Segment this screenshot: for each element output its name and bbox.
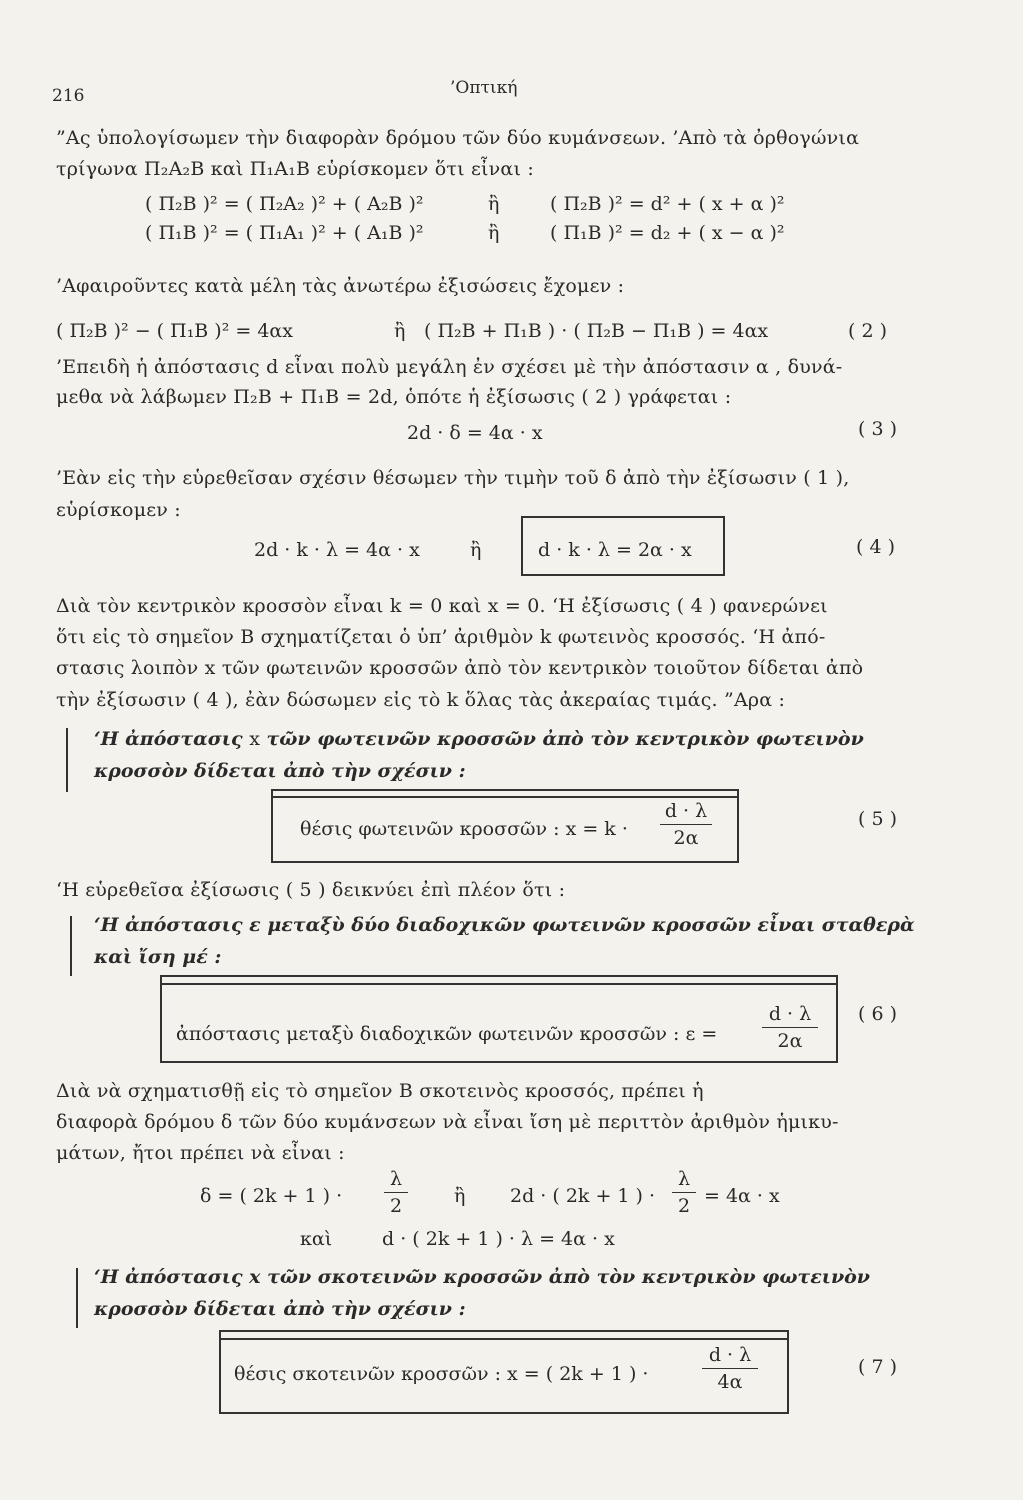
- fraction: [384, 1168, 408, 1217]
- equation: 2d · δ = 4α · x: [407, 422, 543, 444]
- equation: d · ( 2k + 1 ) · λ = 4α · x: [382, 1228, 615, 1250]
- equation: 2d · ( 2k + 1 ) ·: [510, 1185, 656, 1207]
- paragraph-line: διαφορὰ δρόμου δ τῶν δύο κυμάνσεων νὰ εἶναι ἴση μὲ περιττὸν ἀριθμὸν ἡμικυ-: [56, 1111, 839, 1133]
- paragraph-line: εὑρίσκομεν :: [56, 499, 181, 521]
- paragraph-line: ’Επειδὴ ἡ ἀπόστασις d εἶναι πολὺ μεγάλη ἐν σχέσει μὲ τὴν ἀπόστασιν α , δυνά-: [56, 356, 843, 378]
- equation: ( Π₂Β )² = ( Π₂Α₂ )² + ( Α₂Β )²: [145, 193, 424, 215]
- margin-rule: [70, 916, 72, 976]
- statement-line: ‘Η ἀπόστασις x τῶν φωτεινῶν κροσσῶν ἀπὸ τὸν κεντρικὸν φωτεινὸν: [94, 728, 864, 750]
- paragraph-line: Διὰ νὰ σχηματισθῇ εἰς τὸ σημεῖον Β σκοτεινὸς κροσσός, πρέπει ἡ: [56, 1080, 704, 1102]
- paragraph-line: μεθα νὰ λάβωμεν Π₂Β + Π₁Β = 2d, ὁπότε ἡ ἐξίσωσις ( 2 ) γράφεται :: [56, 386, 732, 408]
- box-inner-rule: [160, 983, 836, 985]
- equation: δ = ( 2k + 1 ) ·: [200, 1185, 343, 1207]
- statement-line: κροσσὸν δίδεται ἀπὸ τὴν σχέσιν :: [94, 1298, 466, 1320]
- margin-rule: [66, 728, 68, 792]
- box-inner-rule: [271, 796, 737, 798]
- fraction: [672, 1168, 696, 1217]
- statement-line: ‘Η ἀπόστασις x τῶν σκοτεινῶν κροσσῶν ἀπὸ τὸν κεντρικὸν φωτεινὸν: [94, 1266, 870, 1288]
- equation-number: ( 5 ): [858, 808, 897, 830]
- fraction-numerator: λ: [677, 1168, 691, 1190]
- equation: ( Π₁Β )² = d₂ + ( x − α )²: [550, 222, 785, 244]
- paragraph-line: μάτων, ἤτοι πρέπει νὰ εἶναι :: [56, 1142, 345, 1164]
- fraction-numerator: d · λ: [768, 1003, 812, 1025]
- fraction-denominator: 2α: [673, 827, 699, 849]
- equation-and: καὶ: [300, 1228, 333, 1250]
- paragraph-line: ’Εὰν εἰς τὴν εὑρεθεῖσαν σχέσιν θέσωμεν τὴν τιμὴν τοῦ δ ἀπὸ τὴν ἐξίσωσιν ( 1 ),: [56, 467, 850, 489]
- boxed-equation-text: ἀπόστασις μεταξὺ διαδοχικῶν φωτεινῶν κροσσῶν : ε =: [176, 1023, 718, 1045]
- page-number: 216: [52, 86, 85, 106]
- equation-or: ἢ: [454, 1185, 466, 1207]
- statement-line: ‘Η ἀπόστασις ε μεταξὺ δύο διαδοχικῶν φωτεινῶν κροσσῶν εἶναι σταθερὰ: [94, 914, 915, 936]
- paragraph-line: ‘Η εὑρεθεῖσα ἐξίσωσις ( 5 ) δεικνύει ἐπὶ πλέον ὅτι :: [56, 879, 566, 901]
- equation-or: ἢ: [488, 193, 500, 215]
- box-inner-rule: [219, 1338, 787, 1340]
- fraction-denominator: 2α: [777, 1030, 803, 1052]
- equation: = 4α · x: [704, 1185, 780, 1207]
- equation-number: ( 4 ): [856, 536, 895, 558]
- equation-or: ἢ: [488, 222, 500, 244]
- equation-number: ( 2 ): [848, 320, 887, 342]
- paragraph-line: ὅτι εἰς τὸ σημεῖον Β σχηματίζεται ὁ ὑπ’ ἀριθμὸν k φωτεινὸς κροσσός. ‘Η ἀπό-: [56, 626, 826, 648]
- equation-number: ( 6 ): [858, 1003, 897, 1025]
- paragraph-line: Διὰ τὸν κεντρικὸν κροσσὸν εἶναι k = 0 καὶ x = 0. ‘Η ἐξίσωσις ( 4 ) φανερώνει: [56, 595, 828, 617]
- equation: ( Π₂Β + Π₁Β ) · ( Π₂Β − Π₁Β ) = 4αx: [424, 320, 769, 342]
- equation-box: [160, 975, 838, 1063]
- fraction: [702, 1344, 758, 1393]
- statement-line: κροσσὸν δίδεται ἀπὸ τὴν σχέσιν :: [94, 760, 466, 782]
- equation: ( Π₂Β )² − ( Π₁Β )² = 4αx: [56, 320, 293, 342]
- page-header-title: ’Οπτική: [450, 78, 518, 98]
- fraction-numerator: λ: [389, 1168, 403, 1190]
- fraction: [660, 800, 712, 849]
- equation-number: ( 3 ): [858, 418, 897, 440]
- equation-or: ἢ: [470, 539, 482, 561]
- fraction: [762, 1003, 818, 1052]
- fraction-denominator: 4α: [717, 1371, 743, 1393]
- equation: 2d · k · λ = 4α · x: [254, 539, 420, 561]
- equation: ( Π₂Β )² = d² + ( x + α )²: [550, 193, 785, 215]
- paragraph-line: ’Αφαιροῦντες κατὰ μέλη τὰς ἀνωτέρω ἐξισώσεις ἔχομεν :: [56, 275, 625, 297]
- fraction-denominator: 2: [677, 1195, 691, 1217]
- paragraph-line: στασις λοιπὸν x τῶν φωτεινῶν κροσσῶν ἀπὸ τὸν κεντρικὸν τοιοῦτον δίδεται ἀπὸ: [56, 657, 864, 679]
- fraction-numerator: d · λ: [664, 800, 708, 822]
- fraction-denominator: 2: [389, 1195, 403, 1217]
- fraction-numerator: d · λ: [708, 1344, 752, 1366]
- equation-number: ( 7 ): [858, 1356, 897, 1378]
- boxed-equation: d · k · λ = 2α · x: [538, 539, 692, 561]
- equation-or: ἢ: [394, 320, 406, 342]
- paragraph-line: τρίγωνα Π₂Α₂Β καὶ Π₁Α₁Β εὑρίσκομεν ὅτι εἶναι :: [56, 158, 534, 180]
- boxed-equation-text: θέσις φωτεινῶν κροσσῶν : x = k ·: [300, 818, 628, 840]
- equation: ( Π₁Β )² = ( Π₁Α₁ )² + ( Α₁Β )²: [145, 222, 424, 244]
- paragraph-line: τὴν ἐξίσωσιν ( 4 ), ἐὰν δώσωμεν εἰς τὸ k ὅλας τὰς ἀκεραίας τιμάς. ”Αρα :: [56, 689, 786, 711]
- boxed-equation-text: θέσις σκοτεινῶν κροσσῶν : x = ( 2k + 1 ) ·: [234, 1363, 649, 1385]
- paragraph-line: ”Ας ὑπολογίσωμεν τὴν διαφορὰν δρόμου τῶν δύο κυμάνσεων. ’Απὸ τὰ ὀρθογώνια: [56, 127, 860, 149]
- statement-line: καὶ ἴση μέ :: [94, 946, 222, 968]
- margin-rule: [76, 1268, 78, 1328]
